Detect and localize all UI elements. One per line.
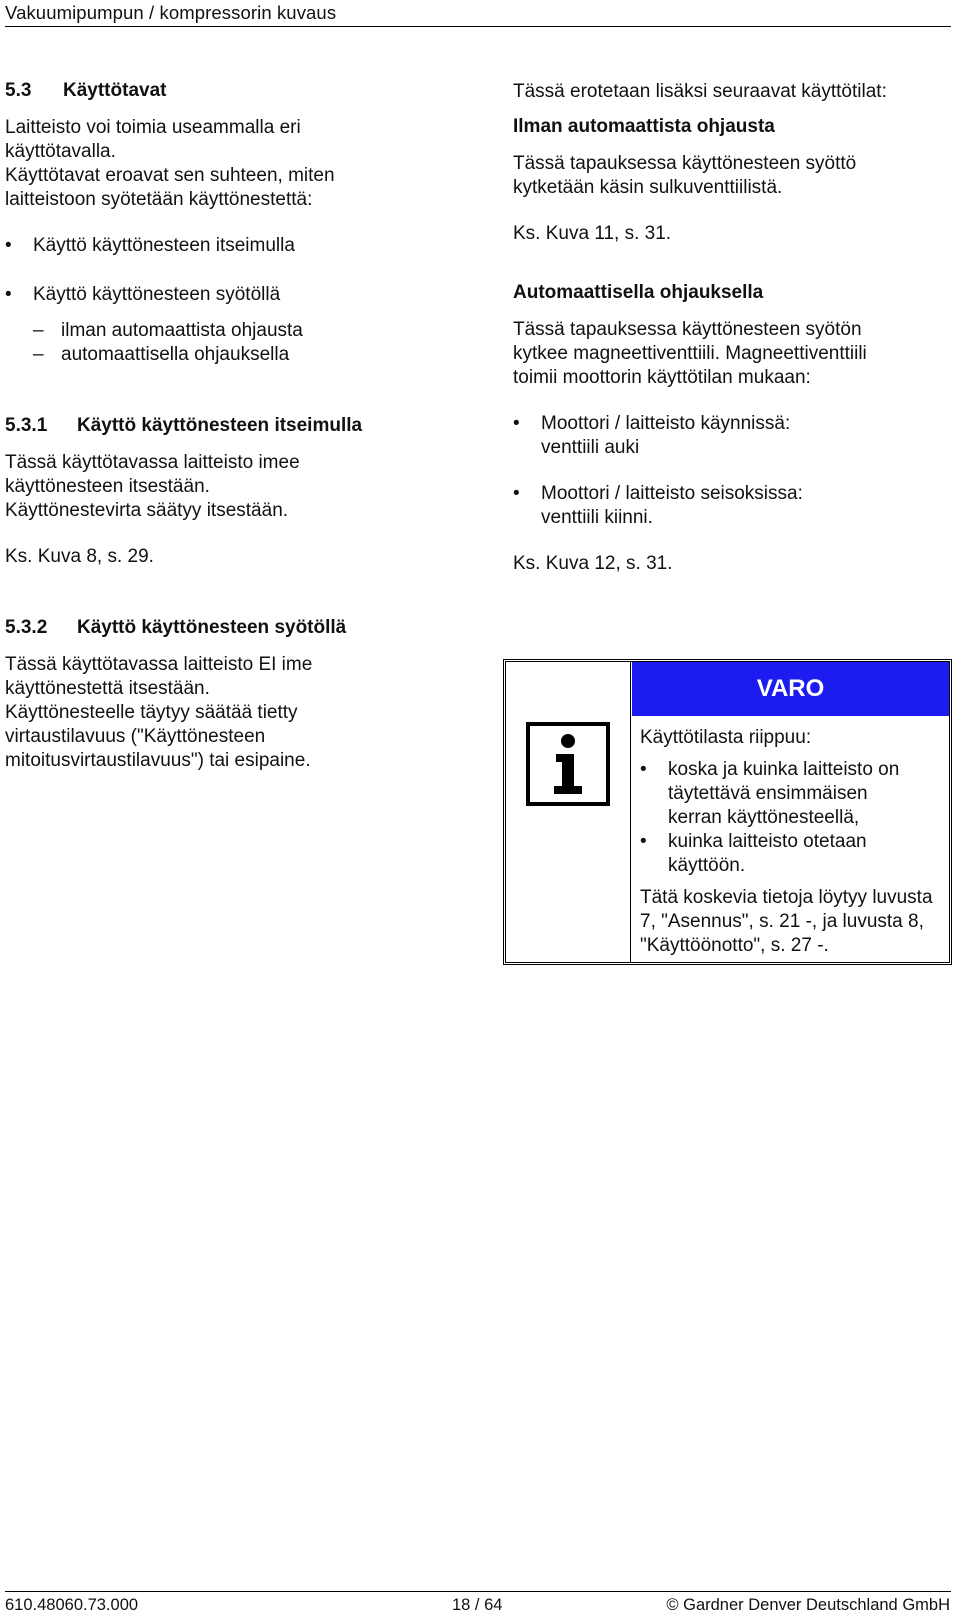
list-item: • Käyttö käyttönesteen itseimulla: [5, 234, 445, 258]
section-title: Käyttötavat: [63, 80, 167, 101]
sub-mode-list: [33, 319, 445, 367]
subsection-number: 5.3.2: [5, 617, 48, 638]
sub1-reference: Ks. Kuva 8, s. 29.: [5, 546, 154, 567]
footer-copyright: © Gardner Denver Deutschland GmbH: [666, 1596, 950, 1614]
list-item: – ilman automaattista ohjausta: [33, 319, 445, 343]
list-item: – automaattisella ohjauksella: [33, 343, 445, 367]
manual-title: Ilman automaattista ohjausta: [513, 116, 775, 137]
intro-paragraph-1: Laitteisto voi toimia useammalla eri käyttötavalla.: [5, 117, 301, 162]
left-column: [5, 80, 445, 773]
manual-reference: Ks. Kuva 11, s. 31.: [513, 223, 672, 244]
right-intro: Tässä erotetaan lisäksi seuraavat käyttötilat:: [513, 81, 887, 102]
list-item: • koska ja kuinka laitteisto on täytettävä ensimmäisen kerran käyttönesteellä,: [640, 758, 918, 830]
notice-list: [640, 758, 943, 878]
manual-heading: [513, 116, 953, 138]
auto-heading: [513, 282, 953, 304]
info-icon: [526, 722, 610, 806]
notice-box: [503, 659, 952, 965]
manual-text: Tässä tapauksessa käyttönesteen syöttö kytketään käsin sulkuventtiilistä.: [513, 153, 857, 198]
sub2-text-2: Käyttönesteelle täytyy säätää tietty virtaustilavuus ("Käyttönesteen mitoitusvirtaustilavuus") tai esipaine.: [5, 702, 311, 771]
header-title: Vakuumipumpun / kompressorin kuvaus: [5, 2, 337, 23]
mode-list: [5, 234, 445, 307]
subsection-heading-531: [5, 415, 445, 437]
auto-text: Tässä tapauksessa käyttönesteen syötön kytkee magneettiventtiili. Magneettiventtiili toimii moottorin käyttötilan mukaan:: [513, 319, 867, 388]
auto-reference: Ks. Kuva 12, s. 31.: [513, 553, 673, 574]
notice-label: VARO: [632, 662, 949, 716]
list-item: • Moottori / laitteisto seisoksissa: venttiili kiinni.: [513, 482, 841, 530]
list-item: • kuinka laitteisto otetaan käyttöön.: [640, 830, 908, 878]
notice-icon-cell: [506, 662, 631, 962]
right-column: [513, 80, 953, 576]
list-item: • Moottori / laitteisto käynnissä: venttiili auki: [513, 412, 821, 460]
subsection-number: 5.3.1: [5, 415, 48, 436]
sub2-text-1: Tässä käyttötavassa laitteisto EI ime käyttönestettä itsestään.: [5, 654, 313, 699]
auto-title: Automaattisella ohjauksella: [513, 282, 764, 303]
notice-outro: Tätä koskevia tietoja löytyy luvusta 7, "Asennus", s. 21 -, ja luvusta 8, "Käyttöönotto", s. 27 -.: [640, 887, 933, 956]
page-header: [5, 0, 951, 27]
notice-content: [632, 716, 949, 958]
auto-list: [513, 412, 953, 530]
footer-divider: [5, 1591, 951, 1592]
section-number: 5.3: [5, 80, 32, 101]
subsection-title: Käyttö käyttönesteen syötöllä: [77, 617, 347, 638]
sub1-text-1: Tässä käyttötavassa laitteisto imee käyttönesteen itsestään.: [5, 452, 300, 497]
notice-body: [632, 662, 949, 962]
subsection-heading-532: [5, 617, 445, 639]
footer-doc-number: 610.48060.73.000: [5, 1596, 139, 1614]
sub1-text-2: Käyttönestevirta säätyy itsestään.: [5, 500, 289, 521]
intro-paragraph-2: Käyttötavat eroavat sen suhteen, miten laitteistoon syötetään käyttönestettä:: [5, 165, 335, 210]
footer-page-number: 18 / 64: [452, 1596, 503, 1614]
subsection-title: Käyttö käyttönesteen itseimulla: [77, 415, 363, 436]
section-heading: [5, 80, 445, 102]
notice-intro: Käyttötilasta riippuu:: [640, 727, 812, 748]
list-item: • Käyttö käyttönesteen syötöllä: [5, 283, 445, 307]
